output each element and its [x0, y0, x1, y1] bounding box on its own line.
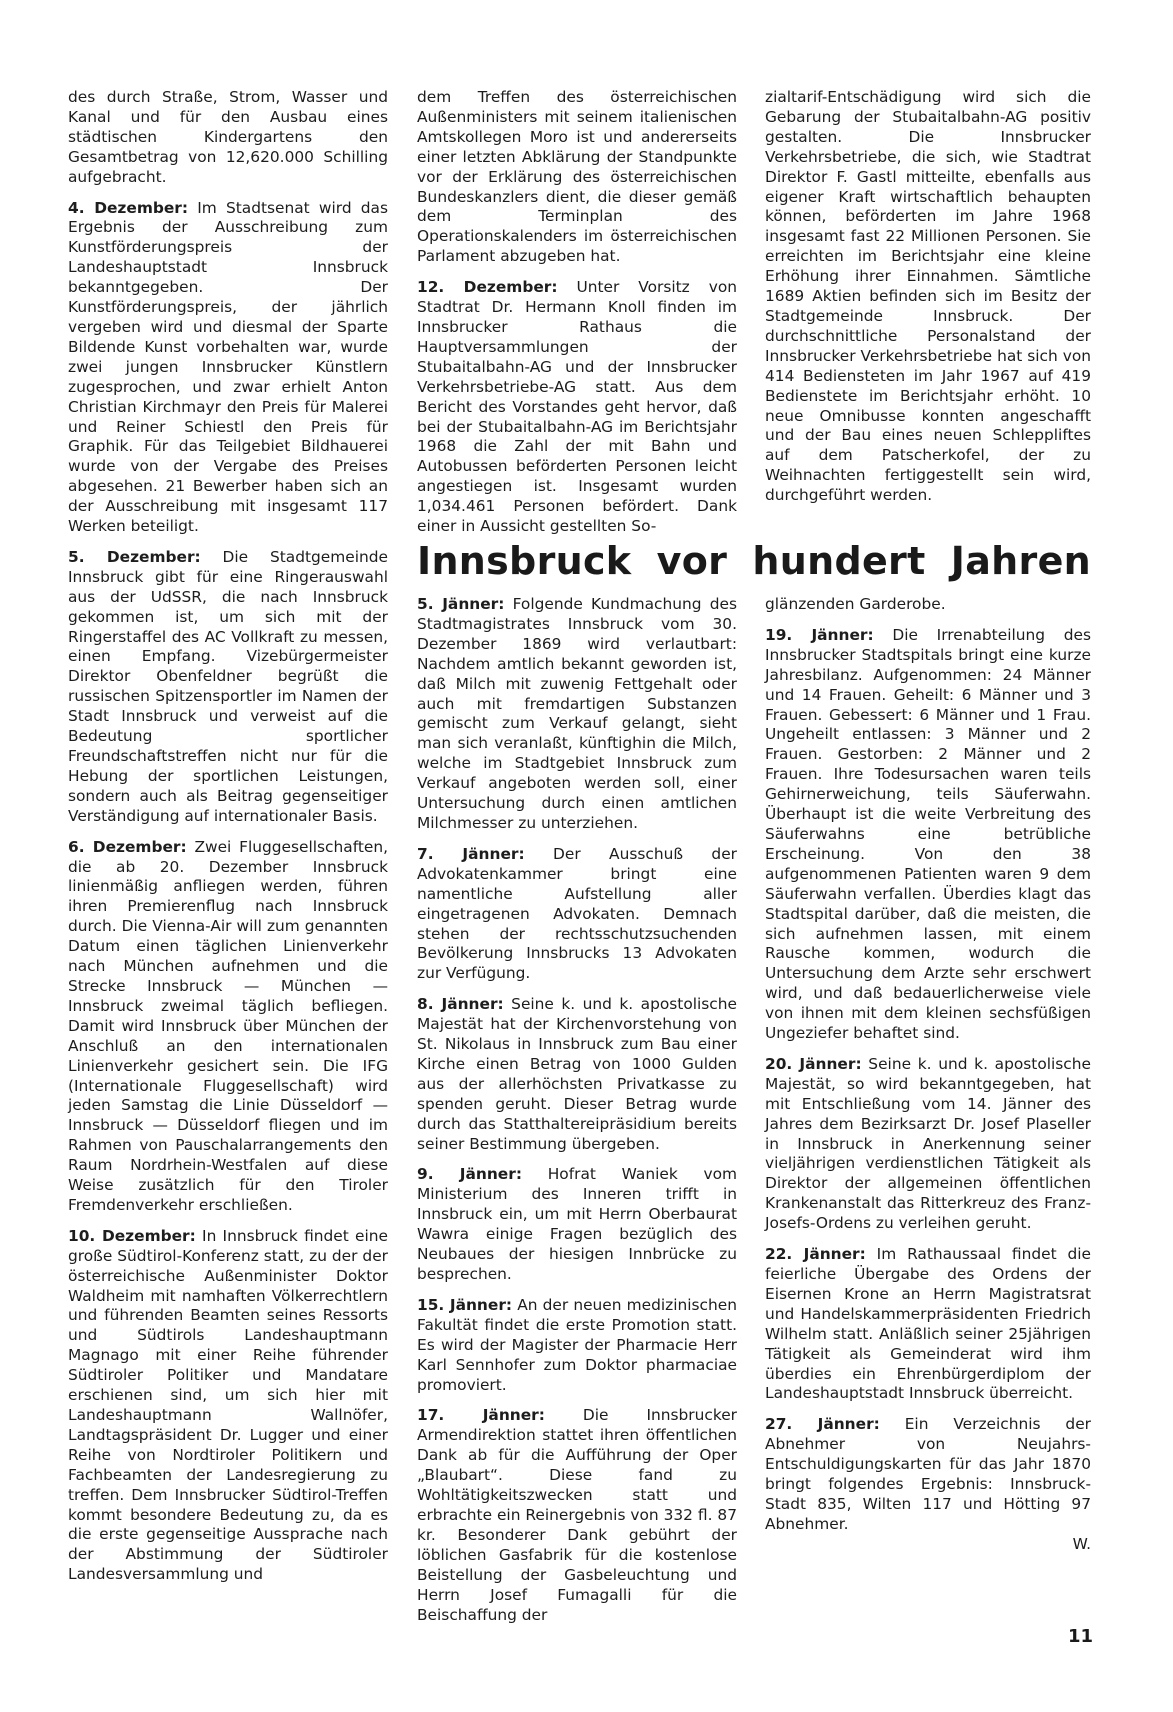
entry-text: Unter Vorsitz von Stadtrat Dr. Hermann Knoll finden im Innsbrucker Rathaus die Hauptversammlungen der Stubaitalbahn-AG und der Innsbrucker Verkehrsbetriebe-AG statt. Aus dem Bericht des Vorstandes geht hervor, daß bei der Stubaitalbahn-AG im Berichtsjahr 1968 die Zahl der mit Bahn und Autobussen beförderten Personen leicht angestiegen ist. Insgesamt wurden 1,034.461 Personen befördert. Dank einer in Aussicht gestellten So-: [417, 278, 737, 536]
entry-date: 19. Jänner:: [765, 625, 874, 644]
column-left: [68, 88, 388, 1585]
entry-text: Im Rathaussaal findet die feierliche Übergabe des Ordens der Eisernen Krone an Herrn Magistratsrat und Handelskammerpräsidenten Friedrich Wilhelm statt. Anläßlich seiner 25jährigen Tätigkeit als Gemeinderat wird ihm überdies ein Ehrenbürgerdiplom der Landeshauptstadt Innsbruck überreicht.: [765, 1245, 1091, 1403]
chronicle-entry: [417, 595, 737, 834]
column-middle-bottom: [417, 595, 737, 1625]
chronicle-entry-continuation: [417, 88, 737, 267]
chronicle-entry: [765, 1415, 1091, 1534]
entry-text: Folgende Kundmachung des Stadtmagistrates Innsbruck vom 30. Dezember 1869 wird verlautbart: Nachdem amtlich bekannt geworden ist, daß Milch mit zuwenig Fettgehalt oder auch mit fremdartigen Substanzen gemischt zum Verkauf gelangt, sieht man sich veranlaßt, künftighin die Milch, welche im Stadtgebiet Innsbruck zum Verkauf angeboten werden soll, einer Untersuchung durch einen amtlichen Milchmesser zu unterziehen.: [417, 595, 737, 832]
entry-text: Der Ausschuß der Advokatenkammer bringt eine namentliche Aufstellung aller eingetragenen Advokaten. Demnach stehen der rechtsschutzsuchenden Bevölkerung Innsbrucks 13 Advokaten zur Verfügung.: [417, 844, 737, 983]
entry-date: 22. Jänner:: [765, 1245, 866, 1264]
entry-text: Die Irrenabteilung des Innsbrucker Stadtspitals bringt eine kurze Jahresbilanz. Aufgenommen: 24 Männer und 14 Frauen. Geheilt: 6 Männer und 3 Frauen. Gebessert: 6 Männer und 1 Frau. Ungeheilt entlassen: 3 Männer und 2 Frauen. Gestorben: 2 Männer und 2 Frauen. Ihre Todesursachen waren teils Gehirnerweichung, teils Säuferwahn. Überhaupt ist die weite Verbreitung des Säuferwahns eine betrübliche Erscheinung. Von den 38 aufgenommenen Patienten waren 9 dem Säuferwahn verfallen. Überdies klagt das Stadtspital darüber, daß die meisten, die sich aufnehmen lassen, mit einem Rausche kommen, wodurch die Untersuchung dem Arzte sehr erschwert wird, und daß bedauerlicherweise viele von ihnen mit dem kleinen sechsfüßigen Ungeziefer behaftet sind.: [765, 625, 1091, 1043]
entry-date: 7. Jänner:: [417, 844, 525, 863]
chronicle-entry: [68, 548, 388, 827]
entry-date: 20. Jänner:: [765, 1054, 862, 1073]
column-middle-top: [417, 88, 737, 537]
entry-text: Im Stadtsenat wird das Ergebnis der Ausschreibung zum Kunstförderungspreis der Landeshauptstadt Innsbruck bekanntgegeben. Der Kunstförderungspreis, der jährlich vergeben wird und diesmal der Sparte Bildende Kunst vorbehalten war, wurde zwei jungen Innsbrucker Künstlern zugesprochen, und zwar erhielt Anton Christian Kirchmayr den Preis für Malerei und Reiner Schiestl den Preis für Graphik. Für das Teilgebiet Bildhauerei wurde von der Vergabe des Preises abgesehen. 21 Bewerber haben sich an der Ausschreibung mit insgesamt 117 Werken beteiligt.: [68, 198, 388, 536]
entry-text: des durch Straße, Strom, Wasser und Kanal und für den Ausbau eines städtischen Kindergartens den Gesamtbetrag von 12,620.000 Schilling aufgebracht.: [68, 88, 388, 186]
entry-date: 17. Jänner:: [417, 1406, 545, 1425]
chronicle-entry: [765, 1055, 1091, 1234]
chronicle-entry-continuation: [68, 88, 388, 188]
entry-text: Seine k. und k. apostolische Majestät hat der Kirchenvorstehung von St. Nikolaus in Innsbruck zum Bau einer Kirche einen Betrag von 1000 Gulden aus der allerhöchsten Privatkasse zu spenden geruht. Dieser Betrag wurde durch das Statthaltereipräsidium bereits seiner Bestimmung übergeben.: [417, 995, 737, 1153]
chronicle-entry: [417, 1406, 737, 1625]
column-right-top: [765, 88, 1091, 506]
entry-text: In Innsbruck findet eine große Südtirol-Konferenz statt, zu der der österreichische Außenminister Doktor Waldheim mit namhaften Völkerrechtlern und führenden Beamten seines Ressorts und Südtirols Landeshauptmann Magnago mit einer Reihe führender Südtiroler Politiker und Mandatare erschienen sind, um sich hier mit Landeshauptmann Wallnöfer, Landtagspräsident Dr. Lugger und einer Reihe von Nordtiroler Politikern und Fachbeamten der Landesregierung zu treffen. Dem Innsbrucker Südtirol-Treffen kommt besondere Bedeutung zu, da es die erste gegenseitige Aussprache nach der Abstimmung der Südtiroler Landesversammlung und: [68, 1226, 388, 1584]
chronicle-entry: [68, 1227, 388, 1585]
author-signature: W.: [1072, 1534, 1091, 1553]
chronicle-entry: [765, 1245, 1091, 1404]
entry-text: Zwei Fluggesellschaften, die ab 20. Dezember Innsbruck linienmäßig anfliegen werden, führen ihren Premierenflug nach Innsbruck durch. Die Vienna-Air will zum genannten Datum einen täglichen Linienverkehr nach München aufnehmen und die Strecke Innsbruck — München — Innsbruck zweimal täglich befliegen. Damit wird Innsbruck über München der Anschluß an den internationalen Linienverkehr gesichert sein. Die IFG (Internationale Fluggesellschaft) wird jeden Samstag die Linie Düsseldorf — Innsbruck — Düsseldorf fliegen und im Rahmen von Pauschalarrangements den Raum Nordrhein-Westfalen auf diese Weise zusätzlich für den Tiroler Fremdenverkehr erschließen.: [68, 837, 388, 1214]
chronicle-entry: [417, 845, 737, 984]
chronicle-entry-continuation: [765, 595, 1091, 615]
entry-text: Ein Verzeichnis der Abnehmer von Neujahrs-Entschuldigungskarten für das Jahr 1870 bringt folgendes Ergebnis: Innsbruck-Stadt 835, Wilten 117 und Hötting 97 Abnehmer.: [765, 1415, 1091, 1533]
entry-date: 4. Dezember:: [68, 198, 189, 217]
entry-date: 27. Jänner:: [765, 1415, 880, 1434]
chronicle-entry: [417, 278, 737, 537]
entry-text: An der neuen medizinischen Fakultät findet die erste Promotion statt. Es wird der Magister der Pharmacie Herr Karl Sennhofer zum Doktor pharmaciae promoviert.: [417, 1295, 737, 1394]
column-right-bottom: [765, 595, 1091, 1555]
page-number: 11: [1068, 1626, 1094, 1647]
entry-text: Die Innsbrucker Armendirektion stattet ihren öffentlichen Dank ab für die Aufführung der Oper „Blaubart“. Diese fand zu Wohltätigkeitszwecken statt und erbrachte ein Reinergebnis von 332 fl. 87 kr. Besonderer Dank gebührt der löblichen Gasfabrik für die kostenlose Beistellung der Gasbeleuchtung und Herrn Josef Fumagalli für die Beischaffung der: [417, 1406, 737, 1624]
chronicle-entry-continuation: [765, 88, 1091, 506]
chronicle-entry: [417, 1296, 737, 1396]
entry-text: Seine k. und k. apostolische Majestät, so wird bekanntgegeben, hat mit Entschließung vom 14. Jänner des Jahres dem Bezirksarzt Dr. Josef Plaseller in Innsbruck in Anerkennung seiner vieljährigen verdienstlichen Tätigkeit als Direktor der allgemeinen öffentlichen Krankenanstalt das Ritterkreuz des Franz-Josefs-Ordens zu verleihen geruht.: [765, 1054, 1091, 1233]
entry-text: dem Treffen des österreichischen Außenministers mit seinem italienischen Amtskollegen Moro ist und andererseits einer letzten Abklärung der Standpunkte vor der Erklärung des österreichischen Bundeskanzlers dient, die dieser gemäß dem Terminplan des Operationskalenders im österreichischen Parlament abzugeben hat.: [417, 88, 737, 266]
chronicle-entry: [68, 838, 388, 1216]
entry-text: Die Stadtgemeinde Innsbruck gibt für eine Ringerauswahl aus der UdSSR, die nach Innsbruck gekommen ist, um sich mit der Ringerstaffel des AC Vollkraft zu messen, einen Empfang. Vizebürgermeister Direktor Obenfeldner begrüßt die russischen Spitzensportler im Namen der Stadt Innsbruck und verweist auf die Bedeutung sportlicher Freundschaftstreffen nicht nur für die Hebung der sportlichen Leistungen, sondern auch als Beitrag gegenseitiger Verständigung auf internationaler Basis.: [68, 547, 389, 825]
entry-date: 6. Dezember:: [68, 837, 187, 856]
entry-date: 10. Dezember:: [68, 1226, 196, 1245]
entry-date: 15. Jänner:: [417, 1295, 513, 1314]
entry-date: 8. Jänner:: [417, 995, 504, 1014]
chronicle-entry: [68, 199, 388, 537]
entry-text: zialtarif-Entschädigung wird sich die Gebarung der Stubaitalbahn-AG positiv gestalten. Die Innsbrucker Verkehrsbetriebe, die sich, wie Stadtrat Direktor F. Gastl mitteilte, ebenfalls aus eigener Kraft wirtschaftlich behaupten können, beförderten im Jahre 1968 insgesamt fast 22 Millionen Personen. Sie erreichten im Berichtsjahr eine kleine Erhöhung ihrer Einnahmen. Sämtliche 1689 Aktien befinden sich im Besitz der Stadtgemeinde Innsbruck. Der durchschnittliche Personalstand der Innsbrucker Verkehrsbetriebe hat sich von 414 Bediensteten im Jahr 1967 auf 419 Bedienstete im Berichtsjahr erhöht. 10 neue Omnibusse konnten angeschafft und der Bau eines neuen Schleppliftes auf dem Patscherkofel, der zu Weihnachten fertiggestellt sein wird, durchgeführt werden.: [765, 88, 1091, 505]
chronicle-entry: [417, 995, 737, 1154]
chronicle-entry: [417, 1165, 737, 1284]
entry-date: 12. Dezember:: [417, 278, 558, 297]
entry-date: 9. Jänner:: [417, 1165, 522, 1184]
entry-date: 5. Jänner:: [417, 595, 505, 613]
entry-text: Hofrat Waniek vom Ministerium des Inneren trifft in Innsbruck ein, um mit Herrn Oberbaurat Wawra einige Fragen bezüglich des Neubaues der hiesigen Innbrücke zu besprechen.: [417, 1165, 737, 1283]
entry-text: glänzenden Garderobe.: [765, 595, 946, 613]
section-title: Innsbruck vor hundert Jahren: [417, 539, 1091, 583]
entry-date: 5. Dezember:: [68, 547, 201, 566]
chronicle-entry: [765, 626, 1091, 1044]
